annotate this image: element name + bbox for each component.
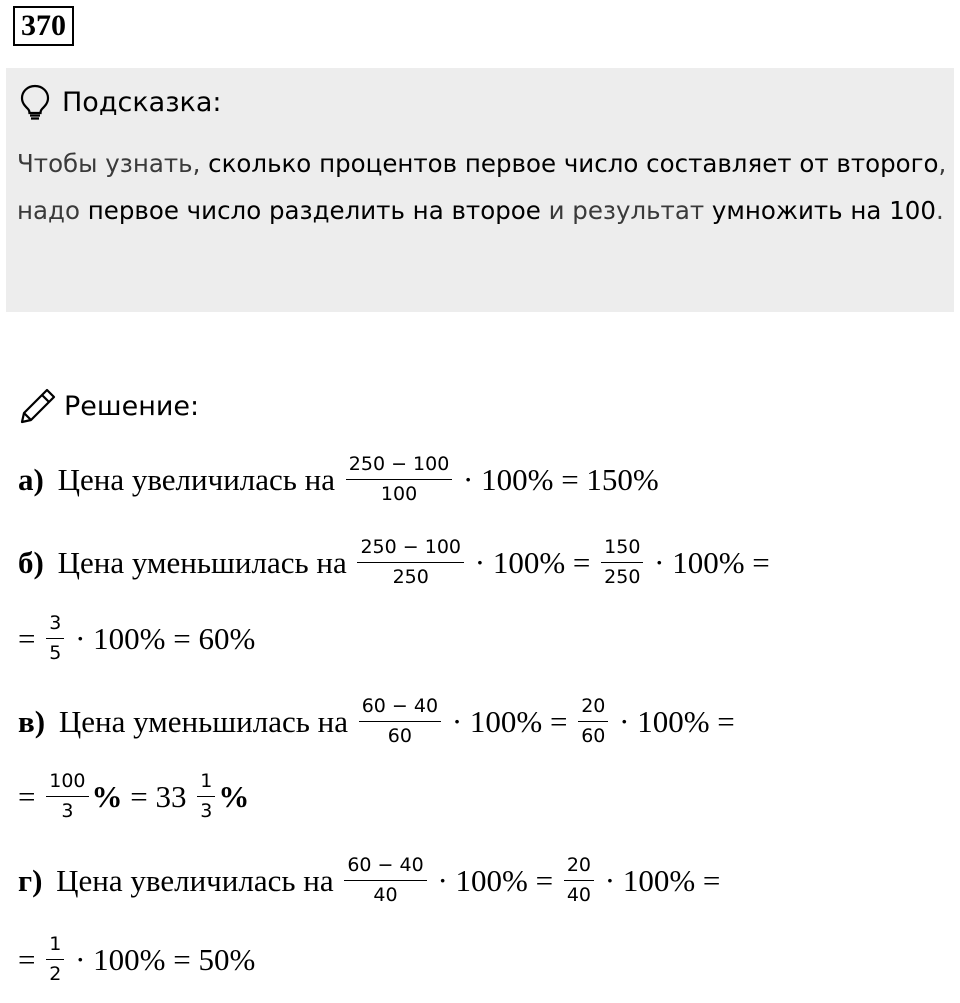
fraction-denominator: 60 — [387, 725, 412, 747]
expression-text: · 100% = — [467, 544, 599, 580]
fraction-numerator: 100 — [46, 772, 88, 797]
fraction-denominator: 250 — [604, 566, 641, 588]
expression-text: Цена уменьшилась на — [51, 703, 356, 739]
fraction-denominator: 40 — [373, 884, 398, 906]
fraction-numerator: 150 — [601, 538, 643, 563]
fraction-numerator: 250 − 100 — [357, 538, 464, 563]
percent-sign: % — [91, 778, 123, 814]
fraction-numerator: 60 − 40 — [359, 697, 441, 722]
expression-text: = — [18, 778, 44, 814]
fraction — [357, 538, 464, 587]
expression-text: · 100% = — [611, 703, 735, 739]
hint-text — [17, 140, 947, 234]
expression-text: = 33 — [122, 778, 195, 814]
task-number: 370 — [13, 6, 74, 46]
fraction-numerator: 60 − 40 — [344, 856, 426, 881]
fraction — [578, 697, 608, 746]
percent-sign: % — [218, 778, 250, 814]
expression-text: Цена увеличилась на — [49, 461, 343, 497]
pencil-icon — [18, 386, 58, 426]
fraction-denominator: 3 — [61, 800, 74, 822]
hint-fragment: , надо — [17, 149, 947, 225]
fraction-denominator: 2 — [49, 963, 62, 985]
fraction — [564, 856, 594, 905]
expression-text: · 100% = 150% — [455, 461, 659, 497]
solution-line — [18, 697, 735, 746]
fraction — [46, 614, 64, 663]
fraction — [46, 935, 64, 984]
hint-emphasis: первое число разделить на второе — [87, 196, 541, 225]
fraction-numerator: 20 — [564, 856, 594, 881]
solution-line — [18, 455, 659, 504]
fraction-numerator: 250 − 100 — [346, 455, 453, 480]
fraction-denominator: 5 — [49, 642, 62, 664]
fraction — [346, 455, 453, 504]
expression-text: · 100% = — [597, 862, 721, 898]
fraction-numerator: 1 — [197, 772, 215, 797]
fraction — [601, 538, 643, 587]
hint-emphasis: умножить на 100 — [711, 196, 936, 225]
expression-text: = — [18, 941, 44, 977]
fraction-numerator: 3 — [46, 614, 64, 639]
expression-text: · 100% = — [444, 703, 576, 739]
hint-fragment: и результат — [540, 196, 712, 225]
expression-text: Цена увеличилась на — [48, 862, 342, 898]
hint-fragment: Чтобы узнать, — [17, 149, 209, 178]
expression-text: = — [18, 620, 44, 656]
fraction-denominator: 40 — [566, 884, 592, 906]
solution-line — [18, 856, 720, 905]
hint-header — [20, 82, 222, 122]
fraction-denominator: 60 — [581, 725, 606, 747]
item-label: а) — [18, 461, 44, 497]
solution-line — [18, 772, 249, 821]
solution-line — [18, 935, 255, 984]
fraction — [46, 772, 88, 821]
solution-title: Решение: — [64, 390, 200, 422]
expression-text: · 100% = — [429, 862, 561, 898]
hint-emphasis: сколько процентов первое число составляет от второго — [208, 149, 939, 178]
hint-fragment: . — [935, 196, 944, 225]
fraction-denominator: 250 — [392, 566, 429, 588]
fraction — [359, 697, 441, 746]
item-label: б) — [18, 544, 44, 580]
item-label: г) — [18, 862, 43, 898]
item-label: в) — [18, 703, 46, 739]
expression-text: · 100% = 60% — [67, 620, 256, 656]
expression-text: Цена уменьшилась на — [49, 544, 355, 580]
hint-panel — [6, 68, 954, 312]
solution-line — [18, 614, 255, 663]
fraction — [197, 772, 215, 821]
fraction-denominator: 100 — [380, 483, 418, 505]
solution-header — [18, 384, 199, 428]
fraction-numerator: 20 — [578, 697, 608, 722]
fraction — [344, 856, 426, 905]
expression-text: · 100% = — [646, 544, 770, 580]
hint-title: Подсказка: — [62, 86, 222, 118]
fraction-numerator: 1 — [46, 935, 64, 960]
lightbulb-icon — [20, 84, 50, 120]
solution-line — [18, 538, 770, 587]
fraction-denominator: 3 — [200, 800, 213, 822]
expression-text: · 100% = 50% — [67, 941, 256, 977]
